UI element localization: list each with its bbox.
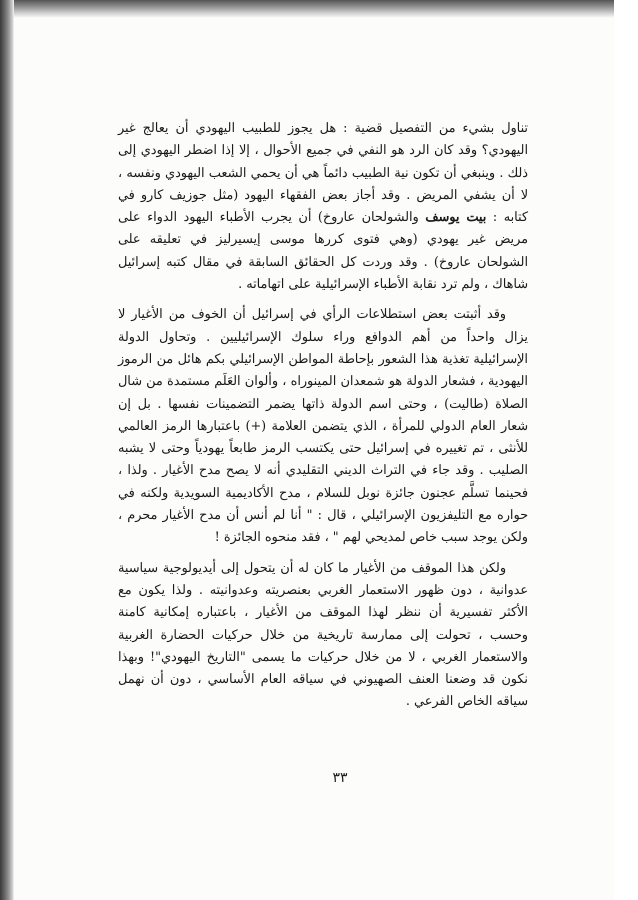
- paragraph-3: ولكن هذا الموقف من الأغيار ما كان له أن يتحول إلى أيديولوجية سياسية عدوانية ، دون ظهور الاستعمار الغربي بعنصريته وعدوانيته . ولذا يكون مع الأكثر تفسيرية أن ننظر لهذا الموقف من الأغيار ، باعتباره إمكانية كامنة وحسب ، تحولت إلى ممارسة تاريخية من خلال حركيات الحضارة الغربية والاستعمار الغربي ، لا من خلال حركيات ما يسمى "التاريخ اليهودي"! وبهذا نكون قد وضعنا العنف الصهيوني في سياقه العام الأساسي ، دون أن نهمل سياقه الخاص الفرعي .: [118, 560, 528, 710]
- page-number: ٣٣: [332, 770, 348, 786]
- paragraph-1-text-end: والشولحان عاروخ) أن يجرب الأطباء اليهود الدواء على مريض غير يهودي (وهي فتوى كررها موسى إيسيرليز في تعليقه على الشولحان عاروخ) . وقد وردت كل الحقائق السابقة في مقال كتبه إسرائيل شاهاك ، ولم ترد نقابة الأطباء الإسرائيلية على اتهاماته .: [118, 210, 528, 293]
- paragraph-2: وقد أثبتت بعض استطلاعات الرأي في إسرائيل أن الخوف من الأغيار لا يزال واحداً من أهم الدوافع وراء سلوك الإسرائيليين . وتحاول الدولة الإسرائيلية تغذية هذا الشعور بإحاطة المواطن الإسرائيلي بكم هائل من الرموز اليهودية ، فشعار الدولة هو شمعدان المينوراه ، وألوان العَلَم مستمدة من شال الصلاة (طاليت) ، وحتى اسم الدولة ذاتها يضمر التضمينات نفسها . بل إن شعار العام الدولي للمرأة ، الذي يتضمن العلامة (+) باعتبارها الرمز العالمي للأنثى ، تم تغييره في إسرائيل حتى يكتسب الرمز طابعاً يهودياً وحتى لا يشبه الصليب . وقد جاء في التراث الديني التقليدي أنه لا يصح مدح الأغيار . ولذا ، فحينما تسلَّم عجنون جائزة نوبل للسلام ، مدح الأكاديمية السويدية ولكنه في حواره مع التليفزيون الإسرائيلي ، قال : " أنا لم أنس أن مدح الأغيار محرم ، ولكن يوجد سبب خاص لمديحي لهم " ، فقد منحوه الجائزة !: [118, 307, 528, 546]
- scan-shadow-top: [0, 0, 620, 18]
- scan-shadow-left: [0, 0, 14, 900]
- paragraph-1-text-start: تناول بشيء من التفصيل قضية : هل يجوز للطبيب اليهودي أن يعالج غير اليهودي؟ وقد كان الرد هو النفي في جميع الأحوال ، إلا إذا اضطر اليهودي إلى ذلك . وينبغي أن تكون نية الطبيب دائماً هي أن يحمي الشعب اليهودي ونفسه ، لا أن يشفي المريض . وقد أجاز بعض الفقهاء اليهود (مثل جوزيف كارو في كتابه :: [118, 121, 528, 226]
- page-body: [118, 118, 528, 722]
- scan-margin-right: [614, 0, 638, 900]
- book-title-bold: بيت يوسف: [425, 210, 487, 226]
- paragraph-1: [118, 118, 528, 296]
